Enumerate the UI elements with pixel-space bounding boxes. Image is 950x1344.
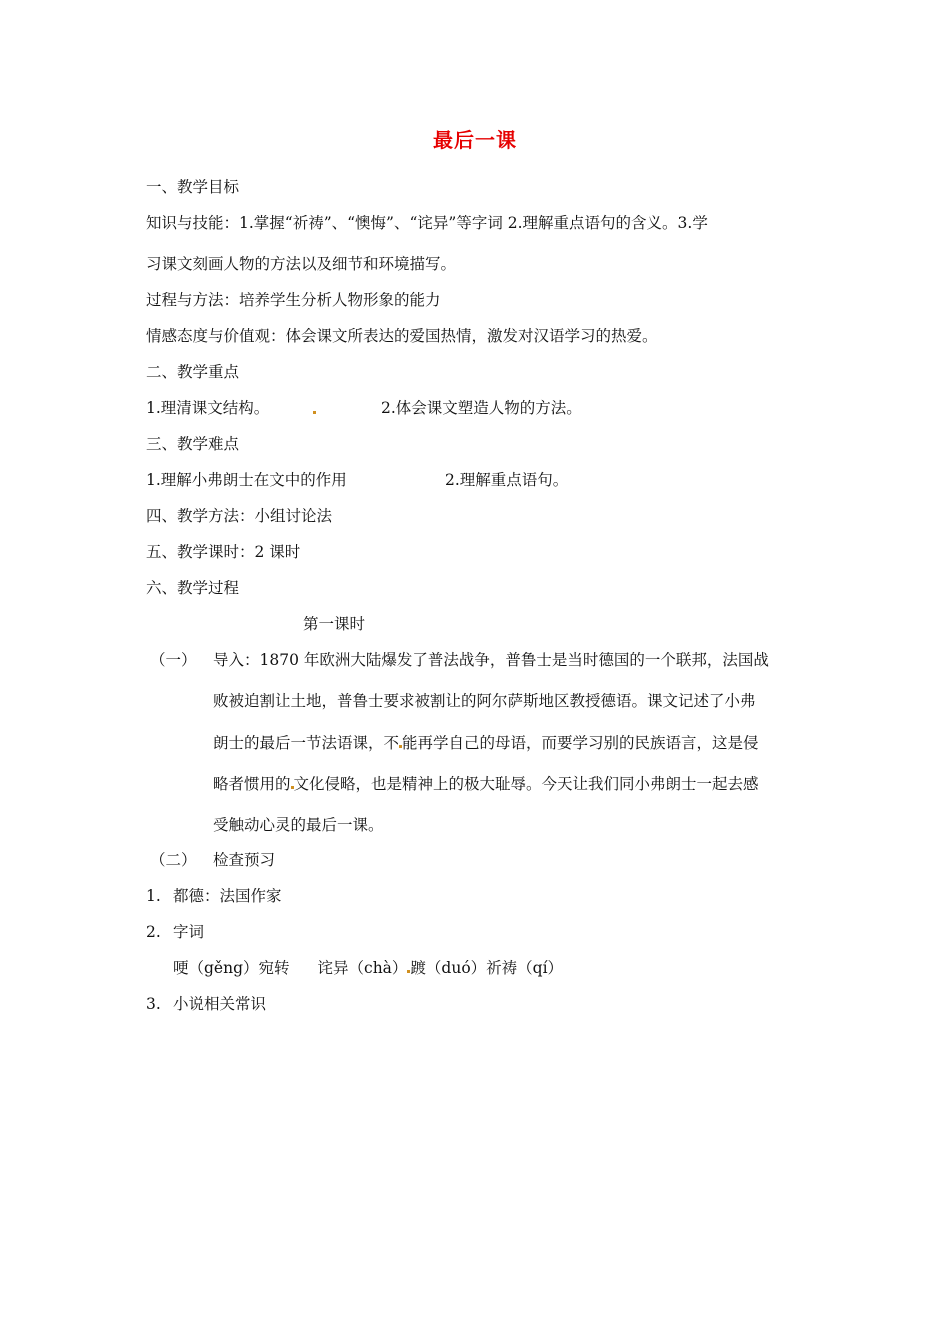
intro-line-4-part-a: 略者惯用的 [213,775,291,793]
list-item-2-text: 字词 [173,923,205,941]
intro-label: （一） [150,651,197,669]
lesson-one-heading: 第一课时 [303,615,366,633]
key-point-2: 2.体会课文塑造人物的方法。 [381,399,582,417]
method-heading: 四、教学方法：小组讨论法 [146,507,333,525]
list-item-3-text: 小说相关常识 [173,995,267,1013]
intro-line-4 [213,774,759,794]
hours-heading: 五、教学课时：2 课时 [146,543,301,561]
vocab-line [173,958,563,978]
knowledge-line-1: 知识与技能：1.掌握“祈祷”、“懊悔”、“诧异”等字词 2.理解重点语句的含义。3.学 [146,214,708,232]
review-label: （二） [150,851,197,869]
intro-line-1: 导入：1870 年欧洲大陆爆发了普法战争，普鲁士是当时德国的一个联邦，法国战 [213,651,769,669]
knowledge-line-2: 习课文刻画人物的方法以及细节和环境描写。 [146,255,457,273]
intro-line-4-part-b: 文化侵略，也是精神上的极大耻辱。今天让我们同小弗朗士一起去感 [293,775,759,793]
intro-line-3-part-b: 能再学自己的母语，而要学习别的民族语言，这是侵 [402,734,759,752]
intro-line-5: 受触动心灵的最后一课。 [213,816,384,834]
difficulty-2: 2.理解重点语句。 [445,471,569,489]
vocab-a: 哽（gěng）宛转 [173,959,290,977]
process-heading: 六、教学过程 [146,579,240,597]
intro-line-3-part-a: 朗士的最后一节法语课，不 [213,734,400,752]
key-points-heading: 二、教学重点 [146,363,240,381]
list-item-3-number: 3. [146,995,161,1013]
difficulty-1: 1.理解小弗朗士在文中的作用 [146,471,347,489]
difficulties-heading: 三、教学难点 [146,435,240,453]
list-item-1-text: 都德：法国作家 [173,887,282,905]
objectives-heading: 一、教学目标 [146,178,240,196]
document-title: 最后一课 [433,128,517,152]
process-method-line: 过程与方法：培养学生分析人物形象的能力 [146,291,441,309]
intro-line-3 [213,733,759,753]
stray-mark [313,411,316,414]
emotion-values-line: 情感态度与价值观：体会课文所表达的爱国热情，激发对汉语学习的热爱。 [146,327,658,345]
vocab-c: 踱（duó）祈祷（qí） [410,959,564,977]
review-title: 检查预习 [213,851,276,869]
intro-line-2: 败被迫割让土地，普鲁士要求被割让的阿尔萨斯地区教授德语。课文记述了小弗 [213,692,756,710]
list-item-1-number: 1. [146,887,161,905]
key-point-1: 1.理清课文结构。 [146,399,270,417]
list-item-2-number: 2. [146,923,161,941]
vocab-b: 诧异（chà） [317,959,408,977]
